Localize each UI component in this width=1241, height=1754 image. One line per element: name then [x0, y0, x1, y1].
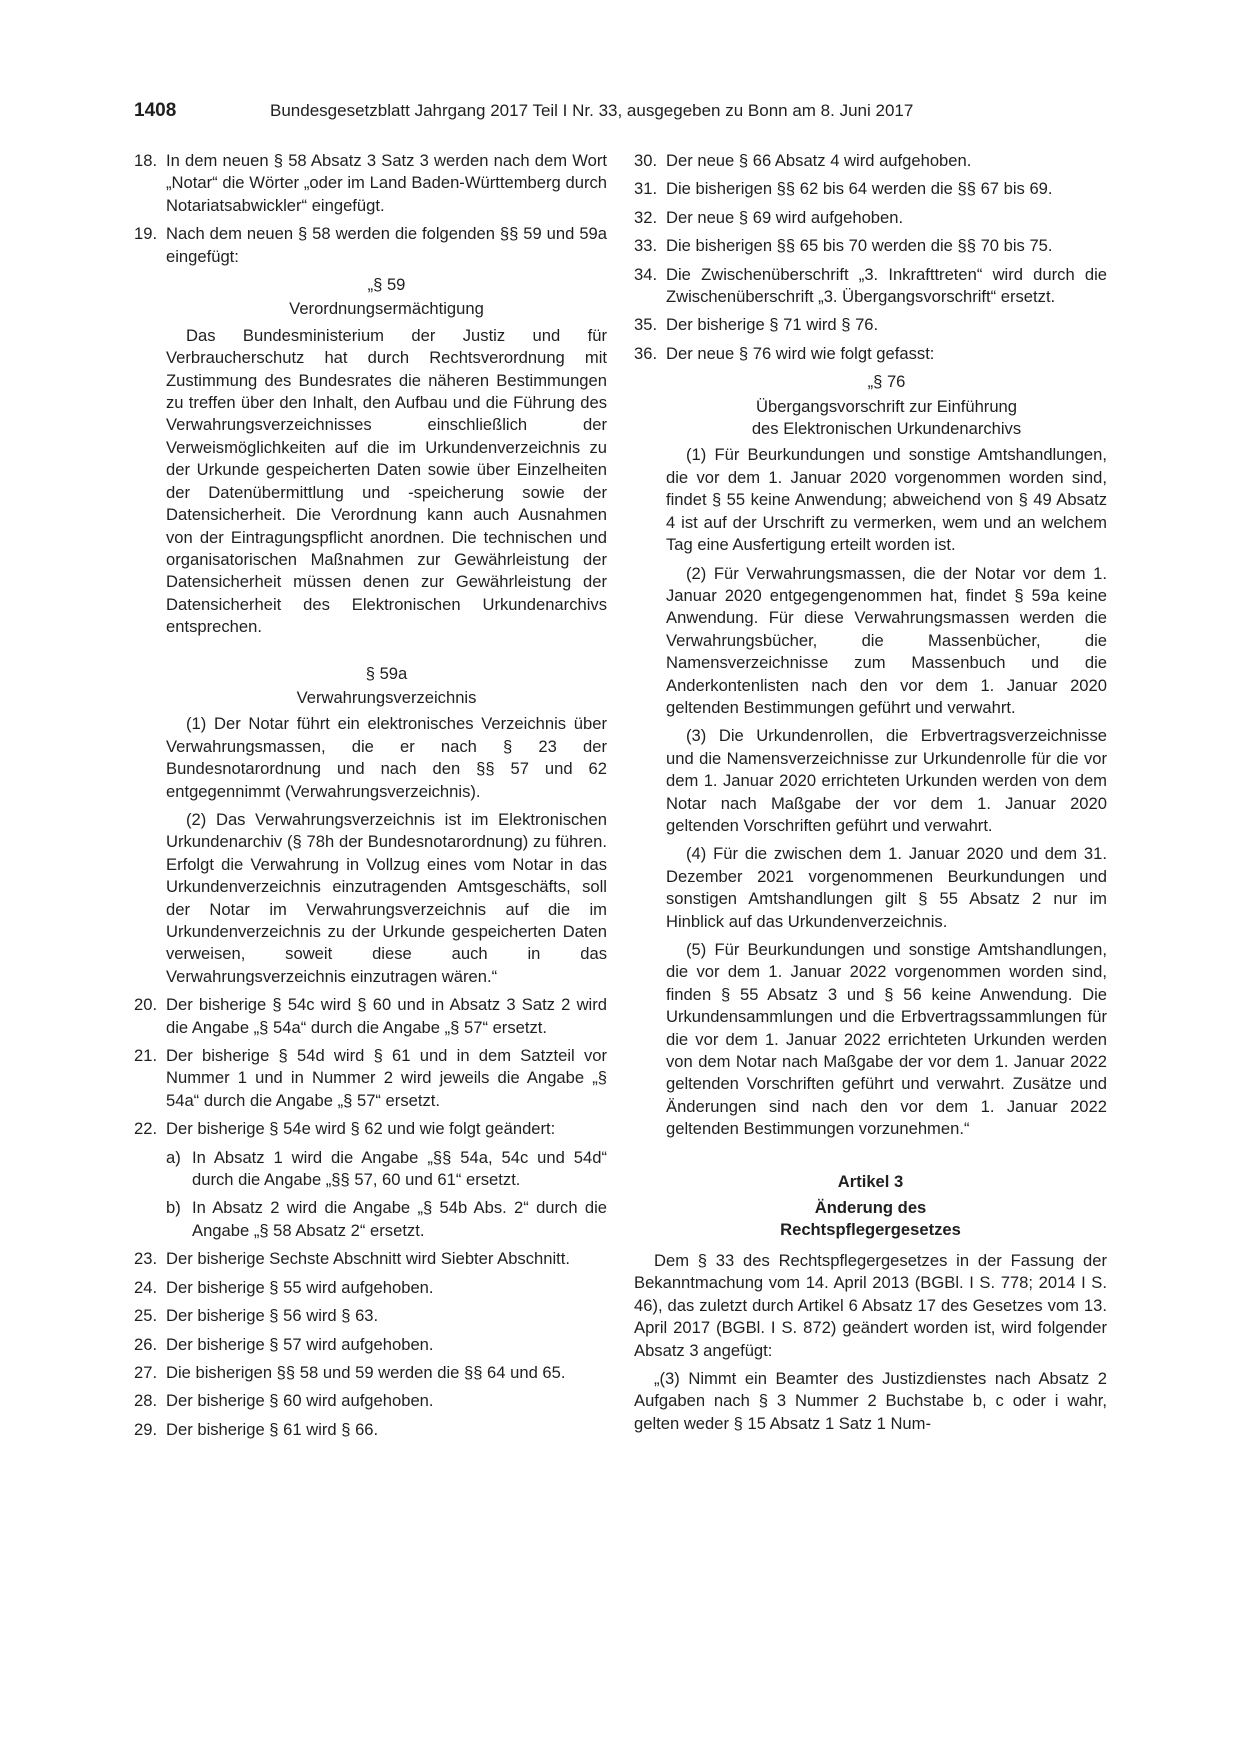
list-item: [134, 1045, 607, 1112]
item-number: 28.: [134, 1391, 158, 1411]
item-number: 23.: [134, 1249, 158, 1269]
sub-item-letter: b): [166, 1198, 181, 1218]
list-item: [134, 1248, 607, 1270]
article-heading: Artikel 3: [837, 1171, 904, 1191]
item-number: 26.: [134, 1334, 158, 1354]
item-text: Der bisherige § 56 wird § 63.: [166, 1306, 379, 1326]
item-text: Nach dem neuen § 58 werden die folgenden §§ 59 und 59a eingefügt:: [166, 224, 607, 266]
item-text: Der bisherige § 71 wird § 76.: [666, 315, 879, 335]
list-item: [634, 264, 1107, 309]
sub-item-letter: a): [166, 1147, 181, 1167]
section-59a: [166, 663, 607, 989]
section-paragraph: (3) Die Urkundenrollen, die Erbvertragsverzeichnisse und die Namensverzeichnisse zur Urkundenrolle für die vor dem 1. Januar 2020 errichteten Urkunden werden von dem Notar nach Maßgabe der vor dem 1. Januar 2020 geltenden Vorschriften geführt und verwahrt.: [666, 726, 1107, 835]
list-item: [134, 1334, 607, 1356]
item-text: Der bisherige § 54c wird § 60 und in Absatz 3 Satz 2 wird die Angabe „§ 54a“ durch die Angabe „§ 57“ ersetzt.: [166, 995, 607, 1037]
list-item: [134, 1277, 607, 1299]
list-item: [134, 223, 607, 268]
item-text: Der bisherige Sechste Abschnitt wird Siebter Abschnitt.: [166, 1249, 570, 1269]
list-item: [134, 1419, 607, 1441]
item-text: Die bisherigen §§ 65 bis 70 werden die §§ 70 bis 75.: [666, 236, 1053, 256]
section-paragraph: (2) Das Verwahrungsverzeichnis ist im Elektronischen Urkundenarchiv (§ 78h der Bundesnotarordnung) zu führen. Erfolgt die Verwahrung in Vollzug eines vom Notar in das Urkundenverzeichnis einzutragenden Amtsgeschäfts, soll der Notar im Verwahrungsverzeichnis auf die im Urkundenverzeichnis zu der Urkunde gespeicherten Daten verweisen, soweit diese auch in das Verwahrungsverzeichnis einzutragen wären.“: [166, 809, 607, 986]
article-title-line: Rechtspflegergesetzes: [780, 1220, 961, 1240]
item-text: Der neue § 66 Absatz 4 wird aufgehoben.: [666, 151, 972, 170]
list-item: [134, 150, 607, 217]
item-number: 33.: [634, 236, 658, 256]
item-text: Der bisherige § 54e wird § 62 und wie folgt geändert:: [166, 1119, 556, 1139]
item-text: Die bisherigen §§ 62 bis 64 werden die §§ 67 bis 69.: [666, 179, 1053, 199]
article-title: [634, 1197, 1107, 1242]
section-title: [666, 396, 1107, 441]
item-number: 21.: [134, 1046, 158, 1066]
item-number: 20.: [134, 995, 158, 1015]
item-number: 31.: [634, 179, 658, 199]
sub-item-text: In Absatz 1 wird die Angabe „§§ 54a, 54c und 54d“ durch die Angabe „§§ 57, 60 und 61“ ersetzt.: [192, 1147, 607, 1190]
list-item: [634, 207, 1107, 229]
item-text: Der bisherige § 57 wird aufgehoben.: [166, 1334, 434, 1354]
item-text: Der bisherige § 55 wird aufgehoben.: [166, 1277, 434, 1297]
article-intro: Dem § 33 des Rechtspflegergesetzes in der Fassung der Bekanntmachung vom 14. April 2013 (BGBl. I S. 778; 2014 I S. 46), das zuletzt durch Artikel 6 Absatz 17 des Gesetzes vom 13. April 2017 (BGBl. I S. 872) geändert worden ist, wird folgender Absatz 3 angefügt:: [634, 1250, 1107, 1360]
section-title-line: des Elektronischen Urkundenarchivs: [751, 419, 1022, 439]
item-number: 18.: [134, 151, 158, 170]
sub-item-text: In Absatz 2 wird die Angabe „§ 54b Abs. 2“ durch die Angabe „§ 58 Absatz 2“ ersetzt.: [192, 1198, 607, 1240]
section-title: Verordnungsermächtigung: [289, 299, 484, 319]
section-sign: „§ 76: [867, 372, 906, 392]
list-item: [634, 150, 1107, 172]
list-item: [634, 178, 1107, 200]
sub-item: [166, 1147, 607, 1192]
list-item: [634, 235, 1107, 257]
item-number: 27.: [134, 1362, 158, 1382]
item-text: Der neue § 76 wird wie folgt gefasst:: [666, 343, 935, 363]
item-text: Der neue § 69 wird aufgehoben.: [666, 207, 904, 227]
section-paragraph: (1) Für Beurkundungen und sonstige Amtshandlungen, die vor dem 1. Januar 2020 vorgenommen worden sind, findet § 55 keine Anwendung; abweichend von § 49 Absatz 4 ist auf der Urschrift zu vermerken, wem und an welchem Tag eine Ausfertigung erteilt worden ist.: [666, 445, 1107, 555]
item-text: Der bisherige § 54d wird § 61 und in dem Satzteil vor Nummer 1 und in Nummer 2 wird jeweils die Angabe „§ 54a“ durch die Angabe „§ 57“ ersetzt.: [166, 1046, 607, 1110]
article-title-line: Änderung des: [814, 1198, 927, 1218]
section-paragraph: (1) Der Notar führt ein elektronisches Verzeichnis über Verwahrungsmassen, die er nach § 23 der Bundesnotarordnung und nach den §§ 57 und 62 entgegennimmt (Verwahrungsverzeichnis).: [166, 714, 607, 801]
article-quote: „(3) Nimmt ein Beamter des Justizdienstes nach Absatz 2 Aufgaben nach § 3 Nummer 2 Buchstabe b, c oder i wahr, gelten weder § 15 Absatz 1 Satz 1 Num-: [634, 1368, 1107, 1433]
section-title: Verwahrungsverzeichnis: [296, 687, 477, 707]
list-item: [134, 994, 607, 1039]
item-text: Der bisherige § 61 wird § 66.: [166, 1419, 379, 1439]
item-text: Der bisherige § 60 wird aufgehoben.: [166, 1391, 434, 1411]
section-paragraph: (4) Für die zwischen dem 1. Januar 2020 und dem 31. Dezember 2021 vorgenommenen Beurkundungen und sonstigen Amtshandlungen gilt § 55 Absatz 2 nur im Hinblick auf das Urkundenverzeichnis.: [666, 844, 1107, 931]
item-number: 29.: [134, 1419, 158, 1439]
item-number: 22.: [134, 1119, 158, 1139]
item-number: 19.: [134, 224, 158, 244]
list-item: [634, 343, 1107, 365]
section-sign: „§ 59: [367, 275, 406, 295]
section-text: Das Bundesministerium der Justiz und für Verbraucherschutz hat durch Rechtsverordnung mit Zustimmung des Bundesrates die näheren Bestimmungen zu treffen über den Inhalt, den Aufbau und die Führung des Verwahrungsverzeichnisses einschließlich der Verweismöglichkeiten auf die im Urkundenverzeichnis zu der Urkunde gespeicherten Daten sowie über Einzelheiten der Datenübermittlung und -speicherung sowie der Datensicherheit. Die Verordnung kann auch Ausnahmen von der Eintragungspflicht anordnen. Die technischen und organisatorischen Maßnahmen zur Gewährleistung der Datensicherheit müssen denen zur Gewährleistung der Datensicherheit des Elektronischen Urkundenarchivs entsprechen.: [166, 325, 607, 637]
item-number: 35.: [634, 315, 658, 335]
right-column: [634, 150, 1107, 1441]
section-title-line: Übergangsvorschrift zur Einführung: [755, 396, 1018, 416]
item-number: 36.: [634, 343, 658, 363]
item-number: 32.: [634, 207, 658, 227]
list-item: [134, 1390, 607, 1412]
section-59: [166, 274, 607, 639]
section-paragraph: (2) Für Verwahrungsmassen, die der Notar vor dem 1. Januar 2020 entgegengenommen hat, findet § 59a keine Anwendung. Für diese Verwahrungsmassen werden die Verwahrungsbücher, die Massenbücher, die Namensverzeichnisse zum Massenbuch und die Anderkontenlisten nach den vor dem 1. Januar 2020 geltenden Bestimmungen geführt und verwahrt.: [666, 563, 1107, 717]
item-text: In dem neuen § 58 Absatz 3 Satz 3 werden nach dem Wort „Notar“ die Wörter „oder im Land Baden-Württemberg durch Notariatsabwickler“ eingefügt.: [166, 151, 607, 215]
running-head: Bundesgesetzblatt Jahrgang 2017 Teil I Nr. 33, ausgegeben zu Bonn am 8. Juni 2017: [270, 101, 914, 120]
item-number: 34.: [634, 264, 658, 284]
item-number: 24.: [134, 1277, 158, 1297]
list-item: [134, 1362, 607, 1384]
page-header: [134, 100, 991, 130]
item-number: 30.: [634, 151, 658, 170]
item-text: Die Zwischenüberschrift „3. Inkrafttreten“ wird durch die Zwischenüberschrift „3. Übergangsvorschrift“ ersetzt.: [666, 264, 1107, 307]
page-number: 1408: [134, 100, 177, 121]
section-paragraph: (5) Für Beurkundungen und sonstige Amtshandlungen, die vor dem 1. Januar 2022 vorgenommen worden sind, finden § 55 Absatz 3 und § 56 keine Anwendung. Die Urkundensammlungen und die Erbvertragssammlungen für die vor dem 1. Januar 2022 errichteten Urkunden werden von dem Notar nach Maßgabe der vor dem 1. Januar 2022 geltenden Vorschriften geführt und verwahrt. Zusätze und Änderungen sind nach den vor dem 1. Januar 2022 geltenden Bestimmungen vorzunehmen.“: [666, 940, 1107, 1139]
section-sign: § 59a: [365, 663, 408, 683]
left-column: [134, 150, 607, 1447]
article-3: [634, 1171, 1107, 1435]
item-text: Die bisherigen §§ 58 und 59 werden die §§ 64 und 65.: [166, 1362, 566, 1382]
list-item: [634, 314, 1107, 336]
item-number: 25.: [134, 1306, 158, 1326]
list-item: [134, 1305, 607, 1327]
list-item: [134, 1118, 607, 1140]
sub-item: [166, 1197, 607, 1242]
section-76: [666, 371, 1107, 1140]
